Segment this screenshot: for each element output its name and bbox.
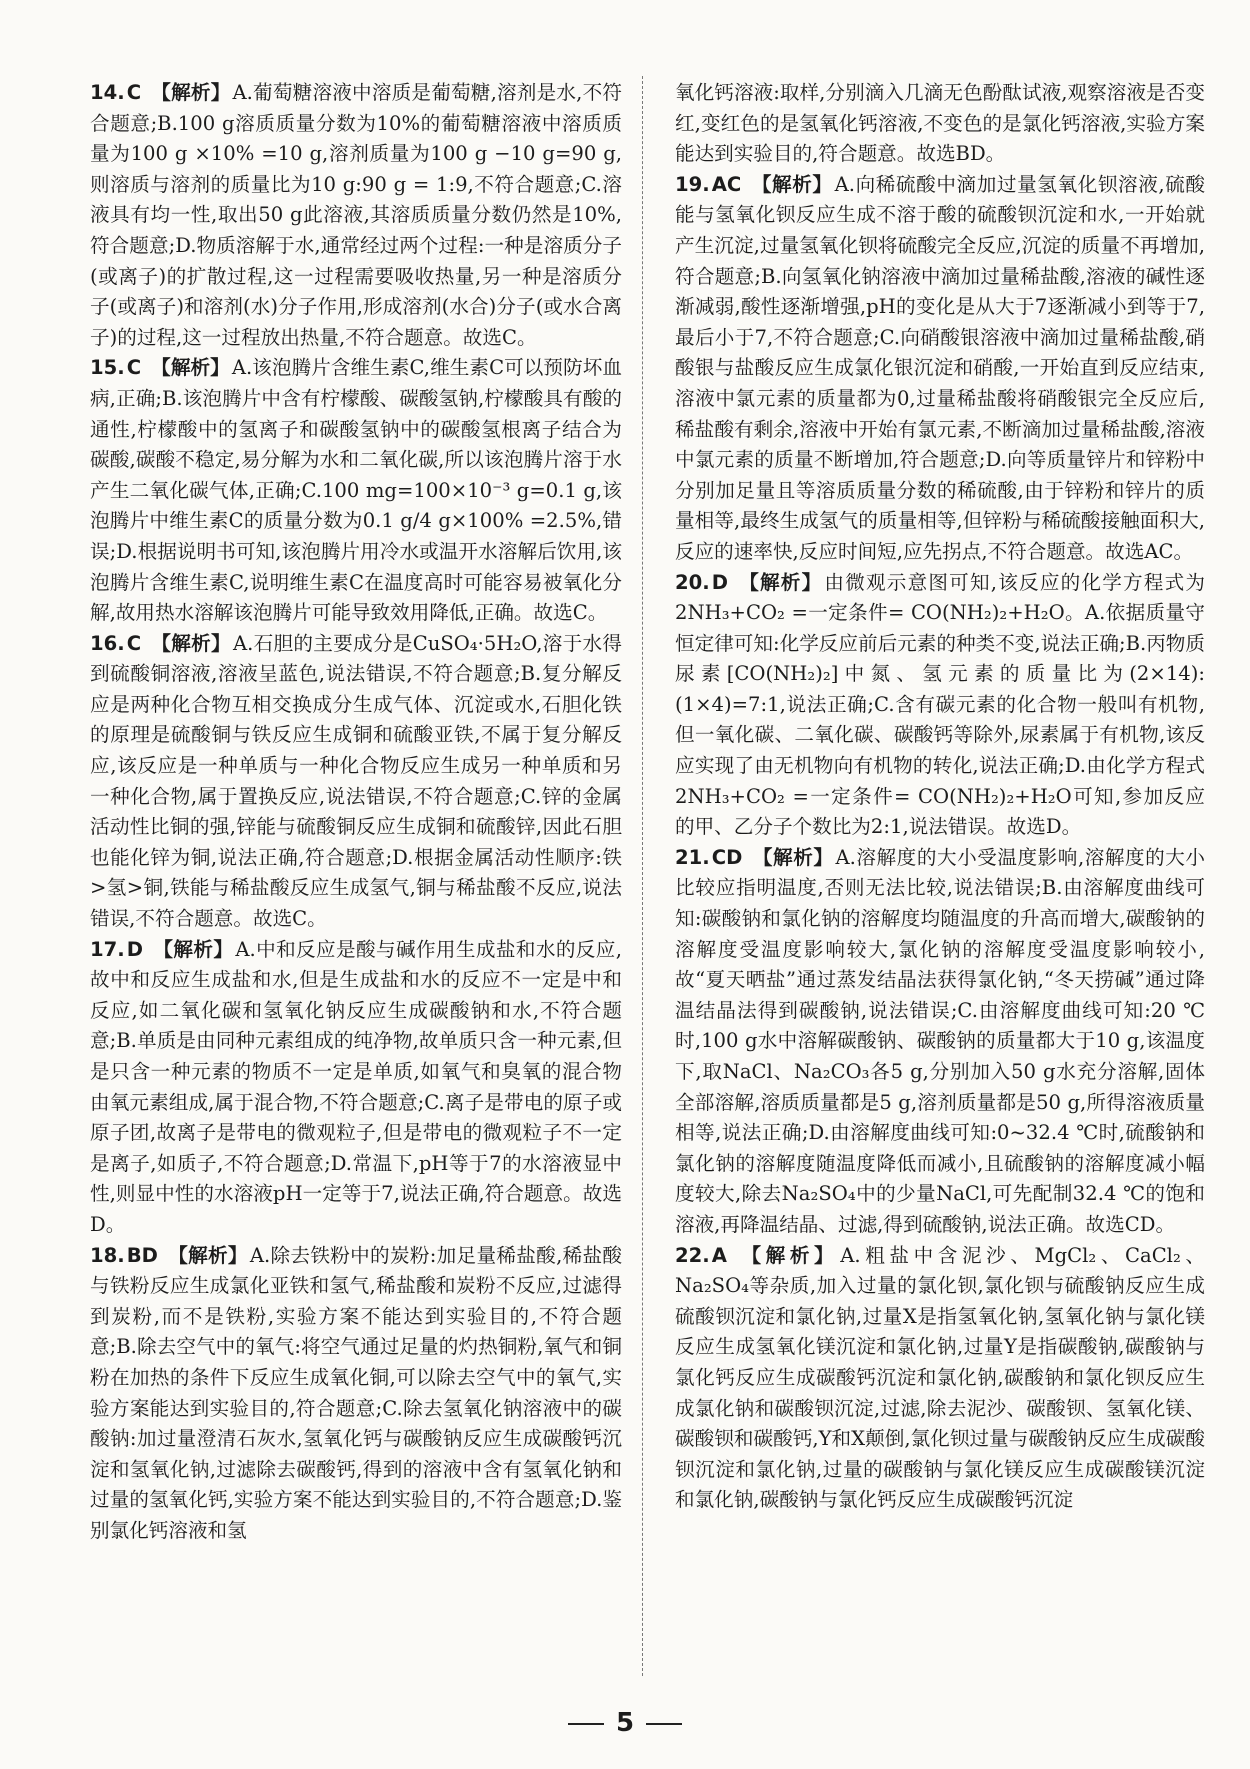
question-15 (90, 353, 622, 628)
question-number: 18. (90, 1243, 125, 1267)
page-number-dash-right (646, 1723, 682, 1725)
left-column (90, 78, 622, 1547)
answer-choice: C (126, 356, 142, 380)
question-17 (90, 935, 622, 1241)
question-18-continued (675, 78, 1205, 170)
question-number: 15. (90, 356, 125, 380)
answer-choice: AC (711, 172, 742, 196)
answer-paragraph (675, 843, 1205, 1241)
answer-paragraph (90, 629, 622, 935)
analysis-tag: 【解析】 (752, 845, 834, 869)
analysis-text: A.溶解度的大小受温度影响,溶解度的大小比较应指明温度,否则无法比较,说法错误;B.由溶解度曲线可知:碳酸钠和氯化钠的溶解度均随温度的升高而增大,碳酸钠的溶解度受温度影响较大,氯化钠的溶解度受温度影响较小,故“夏天晒盐”通过蒸发结晶法获得氯化钠,“冬天捞碱”通过降温结晶法得到碳酸钠,说法错误;C.由溶解度曲线可知:20 ℃时,100 g水中溶解碳酸钠、碳酸钠的质量都大于10 g,该温度下,取NaCl、Na₂CO₃各5 g,分别加入50 g水充分溶解,固体全部溶解,溶质质量都是5 g,溶剂质量都是50 g,所得溶液质量相等,说法正确;D.由溶解度曲线可知:0~32.4 ℃时,硫酸钠和氯化钠的溶解度随温度降低而减小,且硫酸钠的溶解度减小幅度较大,除去Na₂SO₄中的少量NaCl,可先配制32.4 ℃的饱和溶液,再降温结晶、过滤,得到硫酸钠,说法正确。故选CD。 (675, 845, 1206, 1236)
question-19 (675, 170, 1205, 568)
analysis-text: A.葡萄糖溶液中溶质是葡萄糖,溶剂是水,不符合题意;B.100 g溶质质量分数为10%的葡萄糖溶液中溶质质量为100 g ×10% =10 g,溶剂质量为100 g −10 g=90 g,则溶质与溶剂的质量比为10 g:90 g = 1:9,不符合题意;C.溶液具有均一性,取出50 g此溶液,其溶质质量分数仍然是10%,符合题意;D.物质溶解于水,通常经过两个过程:一种是溶质分子(或离子)的扩散过程,这一过程需要吸收热量,另一种是溶质分子(或离子)和溶剂(水)分子作用,形成溶剂(水合)分子(或水合离子)的过程,这一过程放出热量,不符合题意。故选C。 (90, 81, 622, 349)
answer-choice: CD (711, 845, 743, 869)
answer-paragraph (90, 935, 622, 1241)
analysis-tag: 【解析】 (737, 570, 823, 594)
answer-choice: D (126, 937, 143, 961)
question-number: 22. (675, 1243, 710, 1267)
answer-paragraph (675, 170, 1205, 568)
analysis-text: A.中和反应是酸与碱作用生成盐和水的反应,故中和反应生成盐和水,但是生成盐和水的反应不一定是中和反应,如二氧化碳和氢氧化钠反应生成碳酸钠和水,不符合题意;B.单质是由同种元素组成的纯净物,故单质只含一种元素,但是只含一种元素的物质不一定是单质,如氧气和臭氧的混合物由氧元素组成,属于混合物,不符合题意;C.离子是带电的原子或原子团,故离子是带电的微观粒子,但是带电的微观粒子不一定是离子,如质子,不符合题意;D.常温下,pH等于7的水溶液显中性,则显中性的水溶液pH一定等于7,说法正确,符合题意。故选D。 (90, 937, 623, 1236)
question-number: 21. (675, 845, 710, 869)
analysis-tag: 【解析】 (152, 937, 234, 961)
analysis-tag: 【解析】 (151, 81, 231, 104)
analysis-text: A.该泡腾片含维生素C,维生素C可以预防坏血病,正确;B.该泡腾片中含有柠檬酸、碳酸氢钠,柠檬酸具有酸的通性,柠檬酸中的氢离子和碳酸氢钠中的碳酸氢根离子结合为碳酸,碳酸不稳定,易分解为水和二氧化碳,所以该泡腾片溶于水产生二氧化碳气体,正确;C.100 mg=100×10⁻³ g=0.1 g,该泡腾片中维生素C的质量分数为0.1 g/4 g×100% =2.5%,错误;D.根据说明书可知,该泡腾片用冷水或温开水溶解后饮用,该泡腾片含维生素C,说明维生素C在温度高时可能容易被氧化分解,故用热水溶解该泡腾片可能导致效用降低,正确。故选C。 (90, 356, 622, 625)
analysis-text: A.石胆的主要成分是CuSO₄·5H₂O,溶于水得到硫酸铜溶液,溶液呈蓝色,说法错误,不符合题意;B.复分解反应是两种化合物互相交换成分生成气体、沉淀或水,石胆化铁的原理是硫酸铜与铁反应生成铜和硫酸亚铁,不属于复分解反应,该反应是一种单质与一种化合物反应生成另一种单质和另一种化合物,属于置换反应,说法错误,不符合题意;C.锌的金属活动性比铜的强,锌能与硫酸铜反应生成铜和硫酸锌,因此石胆也能化锌为铜,说法正确,符合题意;D.根据金属活动性顺序:铁>氢>铜,铁能与稀盐酸反应生成氢气,铜与稀盐酸不反应,说法错误,不符合题意。故选C。 (90, 631, 622, 931)
question-number: 20. (675, 570, 710, 594)
continued-text: 氧化钙溶液:取样,分别滴入几滴无色酚酞试液,观察溶液是否变红,变红色的是氢氧化钙溶液,不变色的是氯化钙溶液,实验方案能达到实验目的,符合题意。故选BD。 (675, 81, 1205, 166)
answer-choice: D (711, 570, 728, 594)
answer-paragraph (90, 1241, 622, 1547)
analysis-text: 由微观示意图可知,该反应的化学方程式为2NH₃+CO₂ =一定条件= CO(NH₂)₂+H₂O。A.依据质量守恒定律可知:化学反应前后元素的种类不变,说法正确;B.丙物质尿素[CO(NH₂)₂]中氮、氢元素的质量比为(2×14):(1×4)=7:1,说法正确;C.含有碳元素的化合物一般叫有机物,但一氧化碳、二氧化碳、碳酸钙等除外,尿素属于有机物,该反应实现了由无机物向有机物的转化,说法正确;D.由化学方程式 2NH₃+CO₂ =一定条件= CO(NH₂)₂+H₂O可知,参加反应的甲、乙分子个数比为2:1,说法错误。故选D。 (675, 570, 1205, 839)
question-18 (90, 1241, 622, 1547)
question-number: 19. (675, 172, 710, 196)
question-number: 16. (90, 631, 125, 655)
question-22 (675, 1241, 1205, 1516)
column-divider (642, 76, 643, 1676)
analysis-tag: 【解析】 (151, 631, 231, 655)
answer-paragraph (90, 78, 622, 353)
analysis-tag: 【解析】 (167, 1243, 248, 1267)
answer-paragraph (90, 353, 622, 628)
question-20 (675, 568, 1205, 843)
page-number: 5 (615, 1708, 635, 1738)
right-column (675, 78, 1205, 1516)
question-number: 14. (90, 81, 125, 104)
analysis-tag: 【解析】 (736, 1243, 839, 1267)
answer-choice: C (126, 81, 142, 104)
answer-paragraph (675, 1241, 1205, 1516)
question-16 (90, 629, 622, 935)
analysis-text: A.向稀硫酸中滴加过量氢氧化钡溶液,硫酸能与氢氧化钡反应生成不溶于酸的硫酸钡沉淀和水,一开始就产生沉淀,过量氢氧化钡将硫酸完全反应,沉淀的质量不再增加,符合题意;B.向氢氧化钠溶液中滴加过量稀盐酸,溶液的碱性逐渐减弱,酸性逐渐增强,pH的变化是从大于7逐渐减小到等于7,最后小于7,不符合题意;C.向硝酸银溶液中滴加过量稀盐酸,硝酸银与盐酸反应生成氯化银沉淀和硝酸,一开始直到反应结束,溶液中氯元素的质量都为0,过量稀盐酸将硝酸银完全反应后,稀盐酸有剩余,溶液中开始有氯元素,不断滴加过量稀盐酸,溶液中氯元素的质量不断增加,符合题意;D.向等质量锌片和锌粉中分别加足量且等溶质质量分数的稀硫酸,由于锌粉和锌片的质量相等,最终生成氢气的质量相等,但锌粉与稀硫酸接触面积大,反应的速率快,反应时间短,应先拐点,不符合题意。故选AC。 (675, 172, 1205, 563)
analysis-tag: 【解析】 (751, 172, 833, 196)
analysis-text: A.粗盐中含泥沙、MgCl₂、CaCl₂、Na₂SO₄等杂质,加入过量的氯化钡,氯化钡与硫酸钠反应生成硫酸钡沉淀和氯化钠,过量X是指氢氧化钠,氢氧化钠与氯化镁反应生成氢氧化镁沉淀和氯化钠,过量Y是指碳酸钠,碳酸钠与氯化钙反应生成碳酸钙沉淀和氯化钠,碳酸钠和氯化钡反应生成氯化钠和碳酸钡沉淀,过滤,除去泥沙、碳酸钡、氢氧化镁、碳酸钡和碳酸钙,Y和X颠倒,氯化钡过量与碳酸钠反应生成碳酸钡沉淀和氯化钠,过量的碳酸钠与氯化镁反应生成碳酸镁沉淀和氯化钠,碳酸钠与氯化钙反应生成碳酸钙沉淀 (675, 1243, 1205, 1512)
question-14 (90, 78, 622, 353)
answer-paragraph (675, 568, 1205, 843)
analysis-tag: 【解析】 (151, 356, 230, 380)
analysis-text: A.除去铁粉中的炭粉:加足量稀盐酸,稀盐酸与铁粉反应生成氯化亚铁和氢气,稀盐酸和炭粉不反应,过滤得到炭粉,而不是铁粉,实验方案不能达到实验目的,不符合题意;B.除去空气中的氧气:将空气通过足量的灼热铜粉,氧气和铜粉在加热的条件下反应生成氧化铜,可以除去空气中的氧气,实验方案能达到实验目的,符合题意;C.除去氢氧化钠溶液中的碳酸钠:加过量澄清石灰水,氢氧化钙与碳酸钠反应生成碳酸钙沉淀和氢氧化钠,过滤除去碳酸钙,得到的溶液中含有氢氧化钠和过量的氢氧化钙,实验方案不能达到实验目的,不符合题意;D.鉴别氯化钙溶液和氢 (90, 1243, 622, 1542)
answer-choice: BD (126, 1243, 158, 1267)
question-number: 17. (90, 937, 125, 961)
question-21 (675, 843, 1205, 1241)
answer-choice: A (711, 1243, 727, 1267)
answer-choice: C (126, 631, 142, 655)
